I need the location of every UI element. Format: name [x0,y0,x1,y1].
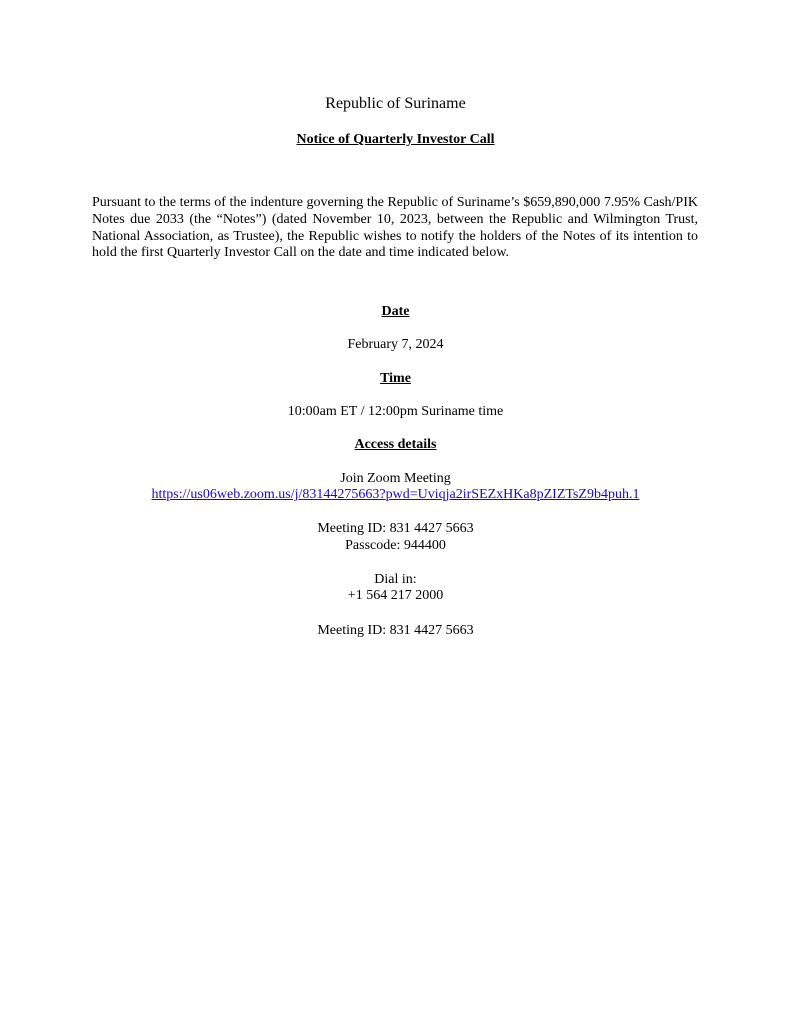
date-heading: Date [381,304,410,319]
time-heading: Time [380,371,411,386]
zoom-meeting-link[interactable]: https://us06web.zoom.us/j/83144275663?pwd=Uviqja2irSEZxHKa8pZIZTsZ9b4puh.1 [151,487,640,502]
date-value: February 7, 2024 [347,337,444,352]
dial-in-label: Dial in: [374,572,417,587]
passcode: Passcode: 944400 [345,538,446,553]
document-subtitle: Notice of Quarterly Investor Call [296,132,495,147]
meeting-id-repeat: Meeting ID: 831 4427 5663 [317,623,474,638]
time-value: 10:00am ET / 12:00pm Suriname time [287,404,504,419]
dial-in-number: +1 564 217 2000 [347,588,444,603]
join-zoom-label: Join Zoom Meeting [340,471,451,486]
access-details-heading: Access details [354,437,437,452]
document-title: Republic of Suriname [325,95,466,112]
body-paragraph: Pursuant to the terms of the indenture governing the Republic of Suriname’s $659,890,000 7.95% Cash/PIK Notes due 2033 (the “Notes”) (dated November 10, 2023, between the Republic and Wilmington Trust, National Association, as Trustee), the Republic wishes to notify the holders of the Notes of its intention to hold the first Quarterly Investor Call on the date and time indicated below. [92,195,698,261]
meeting-id: Meeting ID: 831 4427 5663 [317,521,474,536]
zoom-link-row [0,486,791,503]
